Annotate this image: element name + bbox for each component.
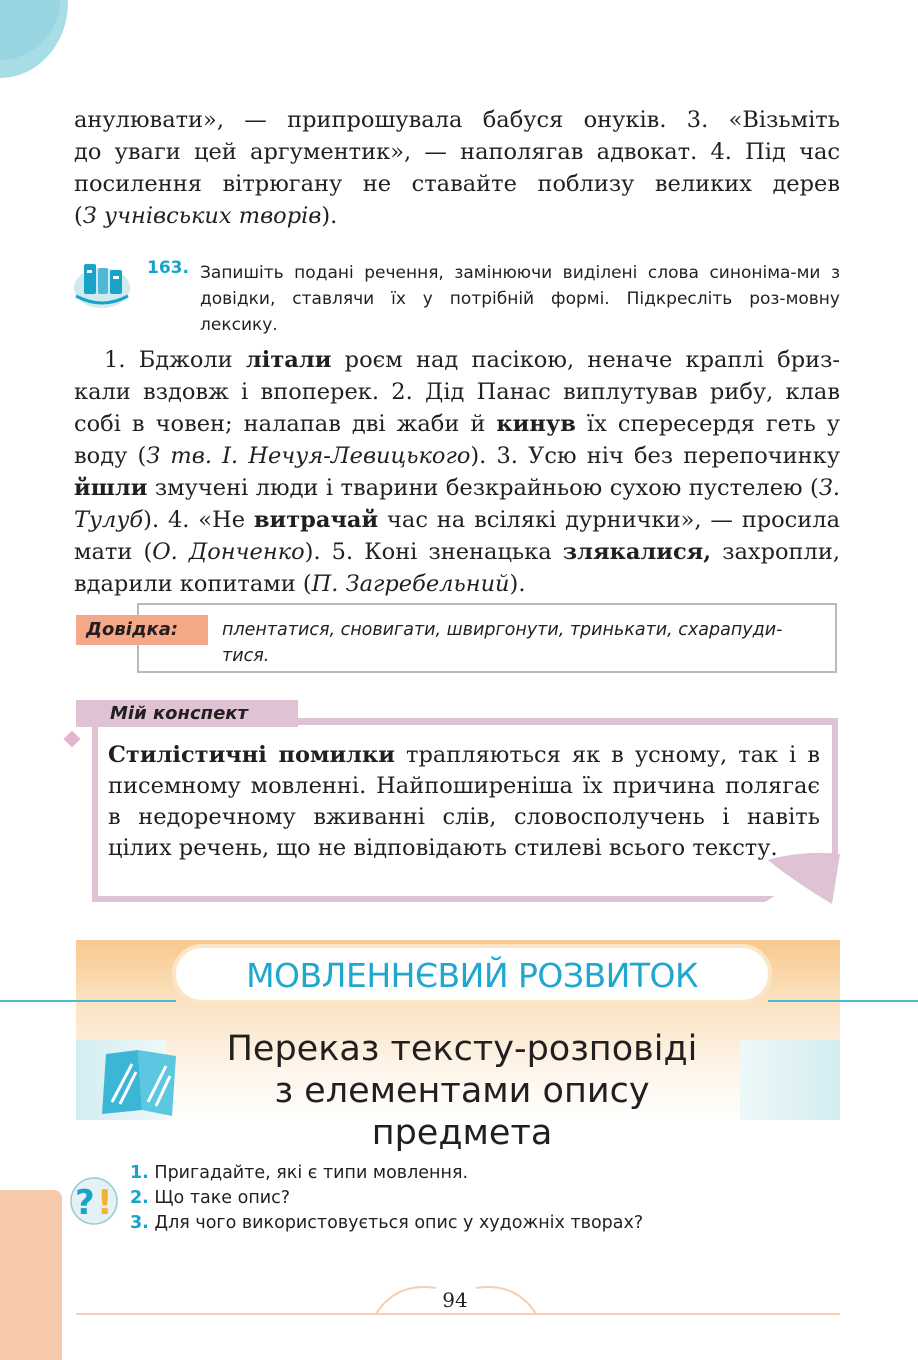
lesson-title: [196, 1028, 728, 1154]
section-title: МОВЛЕННЄВИЙ РОЗВИТОК: [246, 956, 698, 995]
highlighted-word: кинув: [496, 411, 576, 437]
banner-right-accent: [740, 1040, 840, 1120]
sentence-text: 1. Бджоли: [104, 347, 246, 373]
lesson-title-line-3: предмета: [371, 1113, 553, 1153]
konspekt-definition: трапляються як в усному, так і в писемному мовленні. Найпоширеніша їх причина полягає в недоречному вживанні слів, словосполучень і навіть цілих речень, що не відповідають стилеві всього тексту.: [108, 742, 820, 861]
intro-line-1: анулювати», — припрошувала бабуся онуків. 3. «Візьміть: [74, 107, 840, 133]
corner-decoration-bottom: [0, 1190, 62, 1360]
paren-open: (: [74, 203, 83, 229]
page-number: 94: [442, 1288, 468, 1312]
review-questions: [130, 1161, 643, 1236]
intro-source: З учнівських творів: [82, 203, 322, 229]
book-icon: [98, 1046, 182, 1118]
sentence-text: ). 3. Усю ніч без перепочинку: [470, 443, 840, 469]
question-exclamation-icon: [68, 1176, 120, 1226]
intro-paragraph: [74, 104, 840, 232]
sentence-text: час на всілякі дурнички», — просила мати (: [74, 507, 840, 565]
highlighted-word: злякалися,: [562, 539, 712, 565]
question-number: 2.: [130, 1188, 149, 1208]
source-author: З тв. І. Нечуя-Левицького: [146, 443, 471, 469]
source-author: З. Тулуб: [74, 475, 840, 533]
exercise-paragraph: [74, 344, 840, 600]
exercise-number: 163.: [147, 258, 189, 278]
paren-close: ).: [321, 203, 338, 229]
dovidka-text: плентатися, сновигати, швиргонути, тринькати, схарапуди-тися.: [222, 620, 783, 666]
teal-divider-left: [0, 1000, 176, 1002]
svg-text:?: ?: [75, 1183, 95, 1223]
sentence-text: ). 4. «Не: [143, 507, 254, 533]
konspekt-text: [108, 740, 820, 864]
sentence-text: роєм над пасікою, неначе краплі бриз-кали вздовж і впоперек. 2. Дід Панас виплутував рибу, клав собі в човен; налапав дві жаби й: [74, 347, 840, 437]
sentence-text: їх спересердя геть у воду (: [74, 411, 840, 469]
exercise-163: [72, 256, 842, 340]
intro-line-3: посилення вітрюгану не ставайте поблизу великих дерев: [74, 171, 840, 197]
source-author: О. Донченко: [152, 539, 305, 565]
konspekt-term: Стилістичні помилки: [108, 742, 395, 768]
highlighted-word: йшли: [74, 475, 148, 501]
question-number: 1.: [130, 1163, 149, 1183]
question-text: Що таке опис?: [154, 1188, 291, 1208]
diamond-icon: [64, 731, 81, 748]
question-text: Для чого використовується опис у художніх творах?: [154, 1213, 644, 1233]
sentence-text: захропли, вдарили копитами (: [74, 539, 840, 597]
book-hand-icon: [72, 258, 132, 312]
exercise-sentences: [74, 344, 840, 600]
sentence-text: ). 5. Коні зненацька: [304, 539, 563, 565]
question-number: 3.: [130, 1213, 149, 1233]
dovidka-label: Довідка:: [76, 615, 208, 645]
teal-divider-right: [768, 1000, 918, 1002]
sentence-text: змучені люди і тварини безкрайньою сухою пустелею (: [147, 475, 819, 501]
question-item: [130, 1211, 643, 1236]
sentence-text: ).: [509, 571, 526, 597]
question-text: Пригадайте, які є типи мовлення.: [154, 1163, 469, 1183]
source-author: П. Загребельний: [311, 571, 510, 597]
question-item: [130, 1161, 643, 1186]
highlighted-word: витрачай: [253, 507, 379, 533]
lesson-title-line-2: з елементами опису: [274, 1071, 650, 1111]
intro-line-4: [74, 200, 840, 232]
highlighted-word: літали: [245, 347, 332, 373]
konspekt-tab: Мій конспект: [76, 700, 298, 727]
svg-text:!: !: [97, 1183, 113, 1223]
intro-line-2: до уваги цей аргументик», — наполягав адвокат. 4. Під час: [74, 139, 840, 165]
exercise-instruction: Запишіть подані речення, замінюючи виділені слова синоніма-ми з довідки, ставлячи їх у потрібній формі. Підкресліть роз-мовну лексику.: [200, 263, 840, 335]
question-item: [130, 1186, 643, 1211]
lesson-title-line-1: Переказ тексту-розповіді: [226, 1029, 698, 1069]
